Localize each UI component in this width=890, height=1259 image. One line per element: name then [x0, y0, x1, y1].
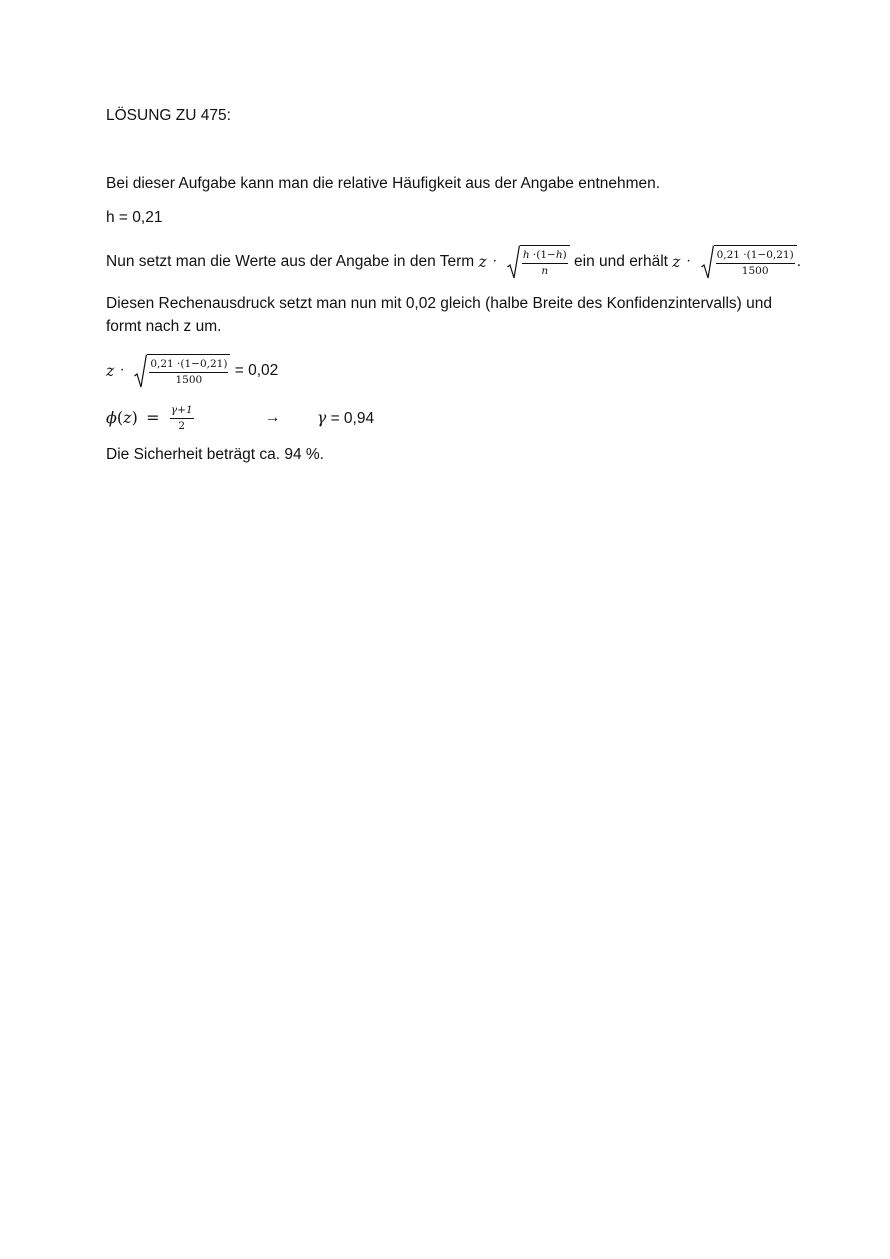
fraction-h-over-n [522, 249, 568, 278]
radical-sign-icon [701, 245, 714, 279]
eq2-paren-open: ( [116, 408, 124, 427]
eq2-equals: = [146, 408, 160, 427]
eq2-phi-symbol: ϕ [106, 408, 117, 427]
multiplication-dot: · [492, 254, 497, 269]
eq1-sqrt [134, 354, 230, 388]
solution-heading: LÖSUNG ZU 475: [106, 107, 231, 124]
term-z-variable-2: z [672, 253, 681, 271]
eq2-result-value: = 0,94 [330, 410, 375, 427]
eq2-z-variable: z [123, 408, 132, 427]
fraction-numerator: γ+1 [170, 404, 194, 419]
fraction-numerator: h ·(1−h) [522, 249, 568, 264]
fraction-numeric [716, 249, 795, 278]
eq2-paren-close: ) [131, 408, 138, 427]
paragraph-equate-line2: formt nach z um. [106, 318, 222, 335]
fraction-numerator: 0,21 ·(1−0,21) [149, 358, 228, 373]
gamma-symbol: γ [317, 409, 327, 427]
multiplication-dot-2: · [686, 254, 691, 269]
term-text-before: Nun setzt man die Werte aus der Angabe in den Term [106, 253, 475, 270]
eq2-fraction [170, 404, 194, 433]
equation-z-times-sqrt [106, 352, 278, 390]
h-value-line: h = 0,21 [106, 209, 163, 226]
eq2-result [317, 402, 374, 435]
term-end-period: . [796, 253, 802, 270]
fraction-denominator: 2 [178, 419, 186, 432]
multiplication-dot: · [120, 363, 125, 378]
conclusion-text: Die Sicherheit beträgt ca. 94 %. [106, 446, 324, 463]
sqrt-numeric-formula [701, 245, 797, 279]
eq1-z-variable: z [106, 362, 115, 380]
paragraph-equate-line1: Diesen Rechenausdruck setzt man nun mit 0,02 gleich (halbe Breite des Konfidenzintervalls) und [106, 295, 773, 312]
radical-sign-icon [134, 354, 147, 388]
paragraph-relative-frequency: Bei dieser Aufgabe kann man die relative Häufigkeit aus der Angabe entnehmen. [106, 175, 661, 192]
sqrt-h-formula [507, 245, 570, 279]
fraction-denominator: 1500 [175, 373, 203, 386]
eq1-fraction [149, 358, 228, 387]
term-text-middle: ein und erhält [574, 253, 668, 270]
right-arrow-icon: → [265, 409, 281, 426]
fraction-denominator: n [541, 264, 549, 277]
radical-sign-icon [507, 245, 520, 279]
fraction-numerator: 0,21 ·(1−0,21) [716, 249, 795, 264]
eq1-rhs: = 0,02 [234, 362, 279, 379]
paragraph-term-formula [106, 243, 801, 281]
term-z-variable: z [478, 253, 487, 271]
fraction-denominator: 1500 [741, 264, 769, 277]
equation-phi-gamma [106, 402, 375, 434]
